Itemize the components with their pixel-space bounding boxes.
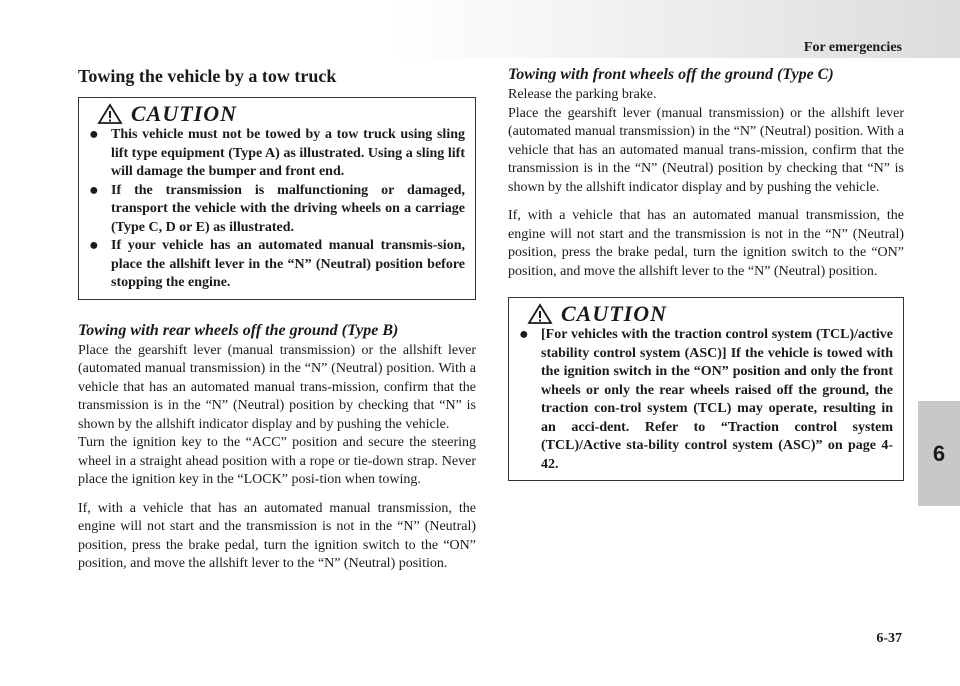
paragraph: Turn the ignition key to the “ACC” position and secure the steering wheel in a straight ahead position with a rope or tie-down strap. Never place the ignition key in the “LOCK” posi-tion when towing. bbox=[78, 435, 476, 487]
caution-title: CAUTION bbox=[561, 301, 668, 326]
caution-item bbox=[89, 237, 465, 293]
warning-triangle-icon bbox=[527, 303, 553, 325]
caution-item-text: If the transmission is malfunctioning or damaged, transport the vehicle with the driving wheels on a carriage (Type C, D or E) as illustrated. bbox=[111, 182, 465, 235]
caution-item-text: [For vehicles with the traction control system (TCL)/active stability control system (ASC)] If the vehicle is towed with the ignition switch in the “ON” position and only the front wheels or only the rear wheels raised off the ground, the traction con-trol system (TCL) may operate, resulting in an acci-dent. Refer to “Traction control system (TCL)/Active sta-bility control system (ASC)” on page 4-42. bbox=[541, 327, 893, 472]
caution-item bbox=[89, 126, 465, 182]
page-number: 6-37 bbox=[876, 631, 902, 646]
caution-item bbox=[89, 182, 465, 238]
bullet-icon: ● bbox=[519, 326, 529, 343]
caution-header bbox=[527, 302, 893, 326]
paragraph: If, with a vehicle that has an automated manual transmission, the engine will not start and the transmission is not in the “N” (Neutral) position, press the brake pedal, turn the ignition switch to the “ON” position, and move the allshift lever to the “N” (Neutral) position. bbox=[78, 500, 476, 571]
subsection-title-type-c: Towing with front wheels off the ground (Type C) bbox=[508, 66, 834, 83]
caution-title: CAUTION bbox=[131, 101, 238, 126]
caution-header bbox=[97, 102, 465, 126]
chapter-tab: 6 bbox=[918, 401, 960, 506]
bullet-icon: ● bbox=[89, 126, 99, 143]
right-column bbox=[508, 66, 904, 481]
caution-item bbox=[519, 326, 893, 474]
warning-triangle-icon bbox=[97, 103, 123, 125]
paragraph: Place the gearshift lever (manual transmission) or the allshift lever (automated manual transmission) in the “N” (Neutral) position. With a vehicle that has an automated manual trans-mission, confirm that the transmission is in the “N” (Neutral) position by checking that “N” is shown by the allshift indicator display and by pushing the vehicle. bbox=[508, 105, 904, 195]
caution-box-2 bbox=[508, 297, 904, 481]
caution-item-text: If your vehicle has an automated manual transmis-sion, place the allshift lever in the “N” (Neutral) position before stopping the engine. bbox=[111, 238, 465, 290]
page-header-title: For emergencies bbox=[803, 40, 902, 55]
caution-item-text: This vehicle must not be towed by a tow truck using sling lift type equipment (Type A) as illustrated. Using a sling lift will damage the bumper and front end. bbox=[111, 127, 465, 179]
paragraph: Release the parking brake. bbox=[508, 87, 657, 102]
bullet-icon: ● bbox=[89, 237, 99, 254]
section-title: Towing the vehicle by a tow truck bbox=[78, 66, 337, 86]
paragraph: Place the gearshift lever (manual transmission) or the allshift lever (automated manual transmission) in the “N” (Neutral) position. With a vehicle that has an automated manual trans-mission, confirm that the transmission is in the “N” (Neutral) position by checking that “N” is shown by the allshift indicator display and by pushing the vehicle. bbox=[78, 342, 476, 432]
bullet-icon: ● bbox=[89, 181, 99, 199]
left-column bbox=[78, 66, 476, 574]
paragraph: If, with a vehicle that has an automated manual transmission, the engine will not start and the transmission is not in the “N” (Neutral) position, press the brake pedal, turn the ignition switch to the “ON” position, and move the allshift lever to the “N” (Neutral) position. bbox=[508, 208, 904, 279]
caution-box-1 bbox=[78, 97, 476, 300]
subsection-title-type-b: Towing with rear wheels off the ground (Type B) bbox=[78, 321, 399, 339]
